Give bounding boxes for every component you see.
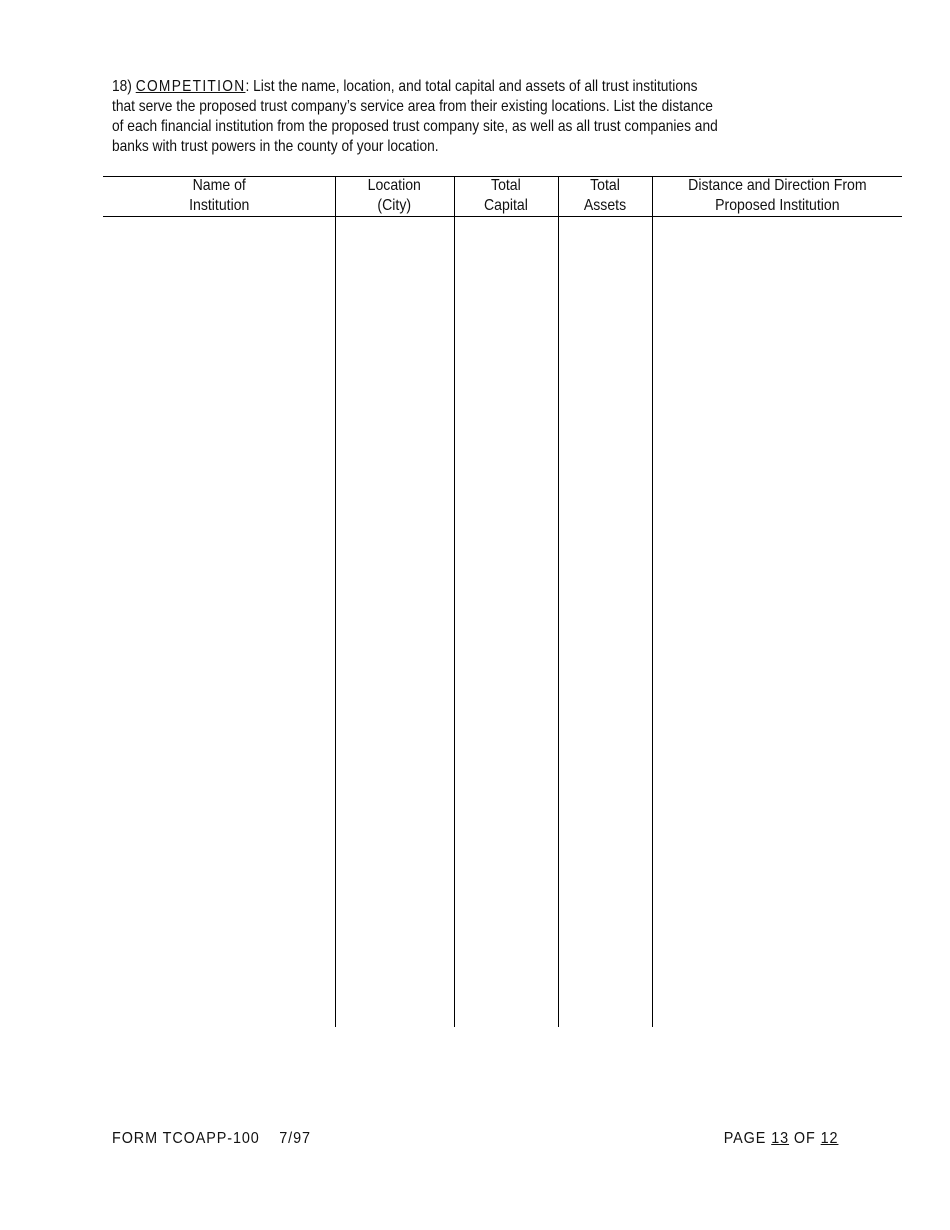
column-header-total-assets [558, 176, 652, 216]
header-text: (City) [377, 197, 412, 214]
column-divider [335, 177, 336, 1027]
header-text: Proposed Institution [714, 197, 840, 214]
header-text: Institution [188, 197, 250, 214]
column-header-location [335, 176, 454, 216]
header-text: Capital [484, 197, 528, 214]
header-text: Total [491, 177, 521, 194]
header-text: Name of [192, 177, 246, 194]
form-date: 7/97 [279, 1130, 311, 1147]
header-bottom-rule [103, 216, 902, 217]
form-identifier [112, 1130, 311, 1148]
section-number: 18) [112, 78, 132, 95]
instruction-line: banks with trust powers in the county of your location. [112, 138, 439, 155]
instruction-line [112, 77, 748, 97]
header-text: Total [590, 177, 620, 194]
page-label: PAGE [723, 1130, 766, 1147]
instruction-line: that serve the proposed trust company’s service area from their existing locations. List the distance [112, 98, 713, 115]
column-header-total-capital [454, 176, 558, 216]
column-divider [652, 177, 653, 1027]
page-current: 13 [770, 1130, 789, 1147]
page-number [723, 1130, 838, 1148]
form-id: FORM TCOAPP-100 [112, 1130, 260, 1147]
header-text: Distance and Direction From [687, 177, 867, 194]
of-label: OF [793, 1130, 816, 1147]
competition-instructions [112, 77, 852, 157]
column-header-name [103, 176, 335, 216]
column-header-distance [652, 176, 902, 216]
column-divider [558, 177, 559, 1027]
header-text: Assets [583, 197, 627, 214]
section-heading: COMPETITION [135, 78, 246, 95]
instruction-line: of each financial institution from the proposed trust company site, as well as all trust companies and [112, 118, 718, 135]
header-text: Location [367, 177, 422, 194]
page-total: 12 [820, 1130, 838, 1147]
column-divider [454, 177, 455, 1027]
instruction-text: : List the name, location, and total capital and assets of all trust institutions [245, 78, 698, 95]
